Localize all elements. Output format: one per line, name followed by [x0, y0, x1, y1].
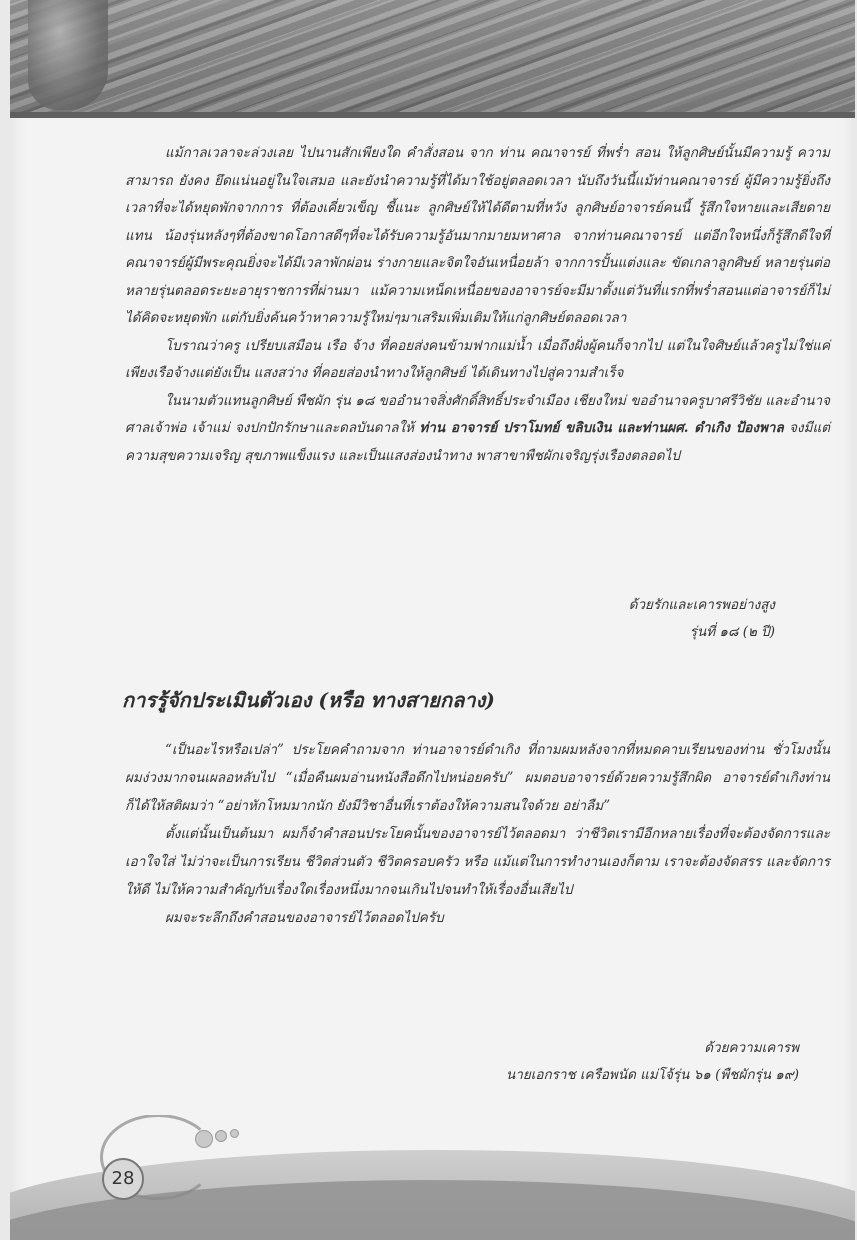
footer-decoration: [10, 1115, 855, 1240]
paragraph-3-text-end: จงมีแต่ความสุขความเจริญ สุขภาพแข็งแรง และเป็นแสงส่องนำทาง พาสาขาพืชผักเจริญรุ่งเรืองตลอดไป: [125, 420, 830, 464]
paragraph-3-text-start: ในนามตัวแทนลูกศิษย์ พืชผัก รุ่น ๑๘ ขออำนาจสิ่งศักดิ์สิทธิ์ประจำเมือง เชียงใหม่ ขออำนาจครูบาศรีวิชัย และอำนาจ ศาลเจ้าพ่อ เจ้าแม่ จงปกปักรักษาและดลบันดาลให้: [125, 392, 830, 436]
letter-one-signature: รุ่นที่ ๑๘ (๒ ปี): [689, 624, 775, 640]
bubble-ornament: [230, 1129, 239, 1138]
banner-texture: [10, 0, 855, 118]
letter-one-body: [125, 140, 830, 470]
letter-two-paragraph-2: ตั้งแต่นั้นเป็นต้นมา ผมก็จำคำสอนประโยคนั้นของอาจารย์ไว้ตลอดมา ว่าชีวิตเรามีอีกหลายเรื่องที่จะต้องจัดการและเอาใจใส่ ไม่ว่าจะเป็นการเรียน ชีวิตส่วนตัว ชีวิตครอบครัว หรือ แม้แต่ในการทำงานเองก็ตาม เราจะต้องจัดสรร และจัดการให้ดี ไม่ให้ความสำคัญกับเรื่องใดเรื่องหนึ่งมากจนเกินไปจนทำให้เรื่องอื่นเสียไป: [125, 826, 830, 898]
header-banner-image: [10, 0, 855, 118]
letter-one-paragraph-1: แม้กาลเวลาจะล่วงเลย ไปนานสักเพียงใด คำสั่งสอน จาก ท่าน คณาจารย์ ที่พร่ำ สอน ให้ลูกศิษย์นั้นมีความรู้ ความสามารถ ยังคง ยึดแน่นอยู่ในใจเสมอ และยังนำความรู้ที่ได้มาใช้อยู่ตลอดเวลา นับถึงวันนี้แม้ท่านคณาจารย์ ผู้มีความรู้ยิ่งถึงเวลาที่จะได้หยุดพักจากการ ที่ต้องเคี่ยวเข็ญ ชี้แนะ ลูกศิษย์ให้ได้ดีตามที่หวัง ลูกศิษย์อาจารย์คนนี้ รู้สึกใจหายและเสียดาย แทน น้องรุ่นหลังๆที่ต้องขาดโอกาสดีๆที่จะได้รับความรู้อันมากมายมหาศาล จากท่านคณาจารย์ แต่อีกใจหนึ่งก็รู้สึกดีใจที่คณาจารย์ผู้มีพระคุณยิ่งจะได้มีเวลาพักผ่อน ร่างกายและจิตใจอันเหนื่อยล้า จากการปั้นแต่งและ ขัดเกลาลูกศิษย์ หลายรุ่นต่อหลายรุ่นตลอดระยะอายุราชการที่ผ่านมา แม้ความเหน็ดเหนื่อยของอาจารย์จะมีมาตั้งแต่วันที่แรกที่พร่ำสอนแต่อาจารย์ก็ไม่ได้คิดจะหยุดพัก แต่กับยิ่งค้นคว้าหาความรู้ใหม่ๆมาเสริมเพิ่มเติมให้แก่ลูกศิษย์ตลอดเวลา: [125, 145, 830, 326]
letter-two-paragraph-1: “เป็นอะไรหรือเปล่า” ประโยคคำถามจาก ท่านอาจารย์ดำเกิง ที่ถามผมหลังจากที่หมดคาบเรียนของท่าน ชั่วโมงนั้นผมง่วงมากจนเผลอหลับไป “เมื่อคืนผมอ่านหนังสือดึกไปหน่อยครับ” ผมตอบอาจารย์ด้วยความรู้สึกผิด อาจารย์ดำเกิงท่านก็ได้ให้สติผมว่า “อย่าหักโหมมากนัก ยังมีวิชาอื่นที่เราต้องให้ความสนใจด้วย อย่าลืม”: [125, 742, 830, 814]
letter-one-signoff: [475, 592, 775, 646]
page-number: 28: [102, 1158, 144, 1200]
letter-two-paragraph-3: ผมจะระลึกถึงคำสอนของอาจารย์ไว้ตลอดไปครับ: [165, 910, 444, 926]
bubble-ornament: [195, 1130, 213, 1148]
tree-silhouette: [28, 0, 108, 110]
letter-two-closing: ด้วยความเคารพ: [704, 1040, 799, 1056]
letter-one-paragraph-3: [125, 388, 830, 471]
bubble-ornament: [215, 1130, 227, 1142]
banner-border: [10, 112, 855, 118]
letter-two-signature: นายเอกราช เครือพนัด แม่โจ้รุ่น ๖๑ (พืชผักรุ่น ๑๙): [506, 1067, 799, 1083]
honored-teachers-names: ท่าน อาจารย์ ปราโมทย์ ขลิบเงิน และท่านผศ. ดำเกิง ป้องพาล: [419, 420, 784, 436]
letter-two-heading: การรู้จักประเมินตัวเอง (หรือ ทางสายกลาง): [122, 688, 495, 712]
letter-two-signoff: [379, 1035, 799, 1089]
letter-one-closing: ด้วยรักและเคารพอย่างสูง: [628, 597, 775, 613]
page-sheet: [10, 0, 855, 1240]
letter-one-paragraph-2: โบราณว่าครู เปรียบเสมือน เรือ จ้าง ที่คอยส่งคนข้ามฟากแม่น้ำ เมื่อถึงฝั่งผู้คนก็จากไป แต่ในใจศิษย์แล้วครูไม่ใช่แค่ เพียงเรือจ้างแต่ยังเป็น แสงสว่าง ที่คอยส่องนำทางให้ลูกศิษย์ ได้เดินทางไปสู่ความสำเร็จ: [125, 337, 830, 381]
letter-two-body: [125, 736, 830, 932]
